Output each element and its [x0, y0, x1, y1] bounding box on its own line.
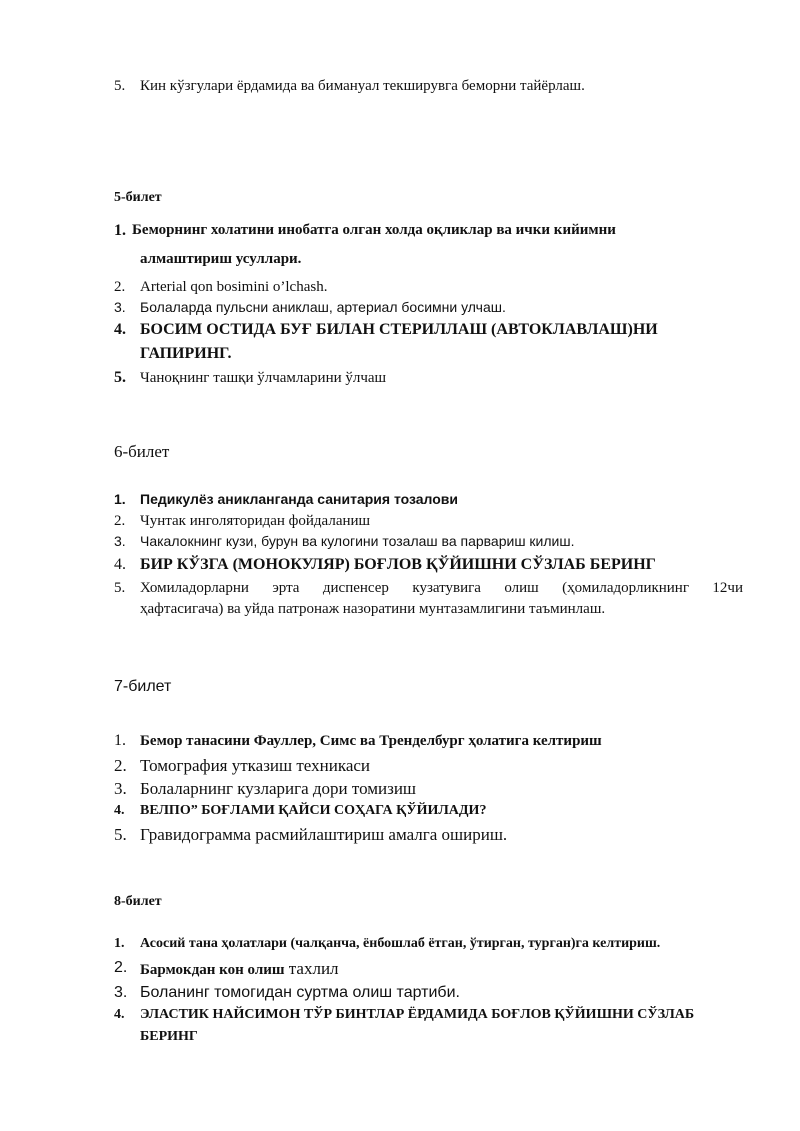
list-item-text: Беморнинг холатини инобатга олган холда оқликлар ва ички кийимни	[132, 222, 616, 238]
list-item-text: Болаларда пульсни аниклаш, артериал босимни улчаш.	[140, 299, 506, 315]
list-number: 4.	[114, 556, 126, 573]
list-number: 2.	[114, 959, 128, 976]
list-number: 1.	[114, 732, 126, 749]
list-number: 5.	[114, 369, 126, 386]
list-item-text: Чаноқнинг ташқи ўлчамларини ўлчаш	[140, 370, 387, 386]
list-item-text-continued: ГАПИРИНГ.	[140, 345, 232, 362]
list-number: 5.	[114, 825, 127, 844]
list-item-text: Болаларнинг кузларига дори томизиш	[140, 779, 417, 798]
list-item-text: Чунтак инголяторидан фойдаланиш	[140, 513, 371, 529]
list-item-text: ВЕЛПО” БОҒЛАМИ ҚАЙСИ СОҲАГА ҚЎЙИЛАДИ?	[140, 803, 487, 818]
list-item-text: ЭЛАСТИК НАЙСИМОН ТЎР БИНТЛАР ЁРДАМИДА БОҒЛОВ ҚЎЙИШНИ СЎЗЛАБ	[140, 1007, 695, 1022]
list-item-text: Гравидограмма расмийлаштириш амалга ошириш.	[140, 825, 508, 844]
ticket-6-heading: 6-билет	[114, 442, 170, 461]
list-number: 1.	[114, 491, 126, 507]
list-number: 1.	[114, 222, 126, 239]
list-number: 5.	[114, 78, 126, 94]
list-item-text-continued: ҳафтасигача) ва уйда патронаж назоратини мунтазамлигини таъминлаш.	[140, 601, 606, 617]
list-item-text: БИР КЎЗГА (МОНОКУЛЯР) БОҒЛОВ ҚЎЙИШНИ СЎЗЛАБ БЕРИНГ	[140, 556, 656, 573]
list-number: 3.	[114, 984, 128, 1001]
ticket-5-heading: 5-билет	[114, 190, 162, 205]
ticket-8-heading: 8-билет	[114, 894, 162, 909]
list-item-text: БОСИМ ОСТИДА БУҒ БИЛАН СТЕРИЛЛАШ (АВТОКЛАВЛАШ)НИ	[140, 321, 658, 338]
list-item-text: Педикулёз аникланганда санитария тозалови	[140, 491, 459, 507]
ticket-7-heading: 7-билет	[114, 678, 172, 695]
list-number: 4.	[114, 1007, 125, 1022]
list-item-text: Боланинг томогидан суртма олиш тартиби.	[140, 984, 460, 1001]
list-item-text-rest: тахлил	[284, 959, 339, 978]
list-number: 2.	[114, 513, 126, 529]
list-item-text-continued: алмаштириш усуллари.	[140, 251, 302, 267]
list-number: 3.	[114, 533, 126, 549]
list-item-text-bold: Бармокдан кон олиш	[140, 962, 285, 978]
list-number: 1.	[114, 936, 125, 951]
list-number: 4.	[114, 321, 126, 338]
list-item-text: Arterial qon bosimini o’lchash.	[140, 279, 328, 295]
list-number: 3.	[114, 779, 127, 798]
list-item-text	[140, 959, 339, 979]
list-item-text: Хомиладорларни эрта диспенсер кузатувига олиш (ҳомиладорликнинг 12чи	[140, 580, 743, 596]
list-item-text: Чакалокнинг кузи, бурун ва кулогини тозалаш ва парвариш килиш.	[140, 533, 575, 549]
list-number: 2.	[114, 756, 127, 775]
list-number: 2.	[114, 279, 126, 295]
list-number: 5.	[114, 580, 126, 596]
list-item-text-continued: БЕРИНГ	[140, 1029, 198, 1044]
list-item-text: Кин кўзгулари ёрдамида ва бимануал текширувга беморни тайёрлаш.	[140, 78, 585, 94]
list-item-text: Бемор танасини Фауллер, Симс ва Тренделбург ҳолатига келтириш	[140, 733, 602, 749]
list-number: 3.	[114, 299, 126, 315]
list-number: 4.	[114, 803, 125, 818]
list-item-text: Томография утказиш техникаси	[140, 756, 371, 775]
list-item-text: Асосий тана ҳолатлари (чалқанча, ёнбошлаб ётган, ўтирган, турган)га келтириш.	[140, 936, 661, 951]
